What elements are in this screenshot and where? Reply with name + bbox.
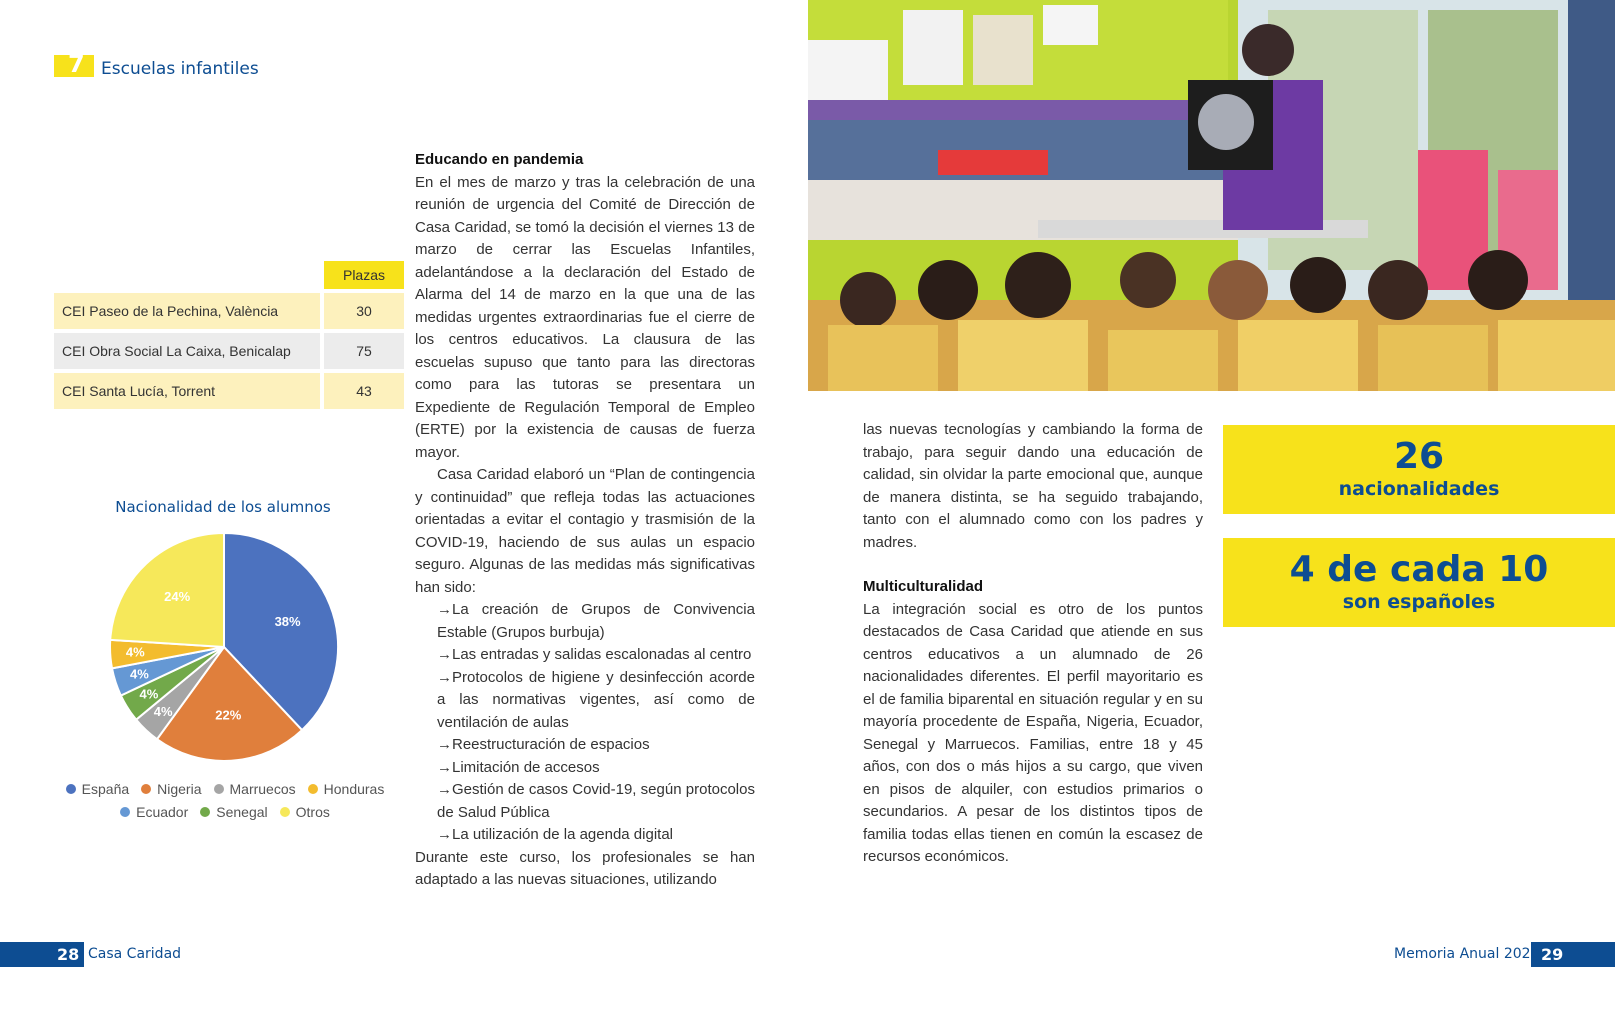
stat-box-nacionalidades bbox=[1223, 425, 1615, 514]
list-item: →Reestructuración de espacios bbox=[437, 736, 650, 753]
measures-list bbox=[415, 599, 755, 847]
chart-legend bbox=[50, 778, 400, 824]
stat-box-espanoles bbox=[1223, 538, 1615, 627]
legend-item-españa bbox=[66, 778, 129, 801]
text-column-1 bbox=[415, 149, 755, 892]
pie-label-ecuador: 4% bbox=[130, 666, 149, 682]
classroom-photo bbox=[808, 0, 1615, 391]
legend-label: Marruecos bbox=[229, 781, 296, 797]
pie-label-senegal: 4% bbox=[139, 686, 159, 702]
legend-item-marruecos bbox=[214, 778, 296, 801]
table-row bbox=[54, 333, 404, 369]
legend-swatch bbox=[200, 807, 210, 817]
legend-label: Ecuador bbox=[136, 804, 189, 820]
school-plazas: 30 bbox=[324, 293, 404, 329]
pie-label-marruecos: 4% bbox=[153, 703, 173, 719]
pie-label-españa: 38% bbox=[274, 613, 301, 629]
heading-multiculturalidad: Multiculturalidad bbox=[863, 578, 983, 595]
school-plazas: 75 bbox=[324, 333, 404, 369]
paragraph: La integración social es otro de los puntos destacados de Casa Caridad que atiende en sus centros educativos a un alumnado de 26 nacionalidades diferentes. El perfil mayoritario es el de familia biparental en situación regular y en su mayoría procedente de España, Nigeria, Ecuador, Senegal y Marruecos. Familias, entre 18 y 45 años, con dos o más hijos a su cargo, que viven en pisos de alquiler, con estudios primarios o secundarios. A pesar de los distintos tipos de familia todas ellas tienen en común la escasez de recursos económicos. bbox=[863, 600, 1203, 865]
legend-item-ecuador bbox=[120, 801, 188, 824]
legend-label: Nigeria bbox=[157, 781, 202, 797]
school-plazas: 43 bbox=[324, 373, 404, 409]
legend-swatch bbox=[120, 807, 130, 817]
list-item: →Las entradas y salidas escalonadas al centro bbox=[437, 646, 752, 663]
page-number-right: 29 bbox=[1541, 945, 1564, 964]
paragraph: En el mes de marzo y tras la celebración de una reunión de urgencia del Comité de Dirección de Casa Caridad, se tomó la decisión el viernes 13 de marzo de cerrar las Escuelas Infantiles, adelantándose a la declaración del Estado de Alarma del 14 de marzo en la que una de las medidas urgentes extraordinarias fue el cierre de los centros educativos. La clausura de las escuelas supuso que tanto para las directoras como para las tutoras se presentara un Expediente de Regulación Temporal de Empleo (ERTE) por la existencia de causas de fuerza mayor. bbox=[415, 173, 755, 461]
legend-label: Senegal bbox=[216, 804, 268, 820]
school-name: CEI Obra Social La Caixa, Benicalap bbox=[54, 333, 320, 369]
nationality-pie-chart bbox=[104, 527, 344, 767]
table-row bbox=[54, 373, 404, 409]
legend-item-senegal bbox=[200, 801, 267, 824]
legend-swatch bbox=[214, 784, 224, 794]
table-row bbox=[54, 293, 404, 329]
legend-item-nigeria bbox=[141, 778, 201, 801]
school-name: CEI Paseo de la Pechina, València bbox=[54, 293, 320, 329]
legend-item-honduras bbox=[308, 778, 385, 801]
paragraph: Casa Caridad elaboró un “Plan de contingencia y continuidad” que refleja todas las actuaciones orientadas a evitar el contagio y trasmisión de la COVID-19, haciendo de sus aulas un espacio seguro. Algunas de las medidas más significativas han sido: bbox=[415, 466, 755, 596]
legend-swatch bbox=[308, 784, 318, 794]
legend-swatch bbox=[66, 784, 76, 794]
paragraph: Durante este curso, los profesionales se han adaptado a las nuevas situaciones, utilizando bbox=[415, 848, 755, 888]
list-item: →Limitación de accesos bbox=[437, 758, 600, 776]
text-column-2 bbox=[863, 419, 1203, 869]
footer-text-right: Memoria Anual 2020 bbox=[1394, 946, 1540, 962]
footer-text-left: Casa Caridad bbox=[88, 946, 182, 962]
school-name: CEI Santa Lucía, Torrent bbox=[54, 373, 320, 409]
legend-label: España bbox=[81, 781, 130, 797]
pie-label-otros: 24% bbox=[164, 589, 191, 605]
chart-title: Nacionalidad de los alumnos bbox=[115, 498, 331, 516]
list-item: →Gestión de casos Covid-19, según protocolos de Salud Pública bbox=[437, 781, 755, 821]
pie-label-nigeria: 22% bbox=[215, 707, 242, 723]
heading-educando: Educando en pandemia bbox=[415, 151, 584, 168]
section-number: 7 bbox=[68, 50, 85, 78]
stat-label: nacionalidades bbox=[1338, 478, 1500, 500]
list-item: →La utilización de la agenda digital bbox=[437, 826, 673, 843]
legend-swatch bbox=[141, 784, 151, 794]
plazas-table bbox=[54, 257, 404, 413]
section-title: Escuelas infantiles bbox=[101, 59, 259, 79]
legend-item-otros bbox=[280, 801, 330, 824]
stat-number: 4 de cada 10 bbox=[1289, 549, 1549, 590]
legend-label: Otros bbox=[295, 804, 330, 820]
stat-label: son españoles bbox=[1342, 591, 1496, 613]
legend-swatch bbox=[280, 807, 290, 817]
classroom-photo-illustration bbox=[808, 0, 1615, 391]
list-item: →La creación de Grupos de Convivencia Estable (Grupos burbuja) bbox=[437, 601, 755, 641]
pie-label-honduras: 4% bbox=[125, 644, 145, 660]
stat-number: 26 bbox=[1393, 436, 1445, 477]
table-header-plazas: Plazas bbox=[324, 261, 404, 289]
list-item: →Protocolos de higiene y desinfección acorde a las normativas vigentes, así como de ventilación de aulas bbox=[437, 668, 755, 731]
paragraph: las nuevas tecnologías y cambiando la forma de trabajo, para seguir dando una educación de calidad, sin olvidar la parte emocional que, aunque de manera distinta, se ha seguido trabajando, tanto con el alumnado como con los padres y madres. bbox=[863, 421, 1203, 551]
page-number-left: 28 bbox=[57, 945, 80, 964]
legend-label: Honduras bbox=[323, 781, 385, 797]
